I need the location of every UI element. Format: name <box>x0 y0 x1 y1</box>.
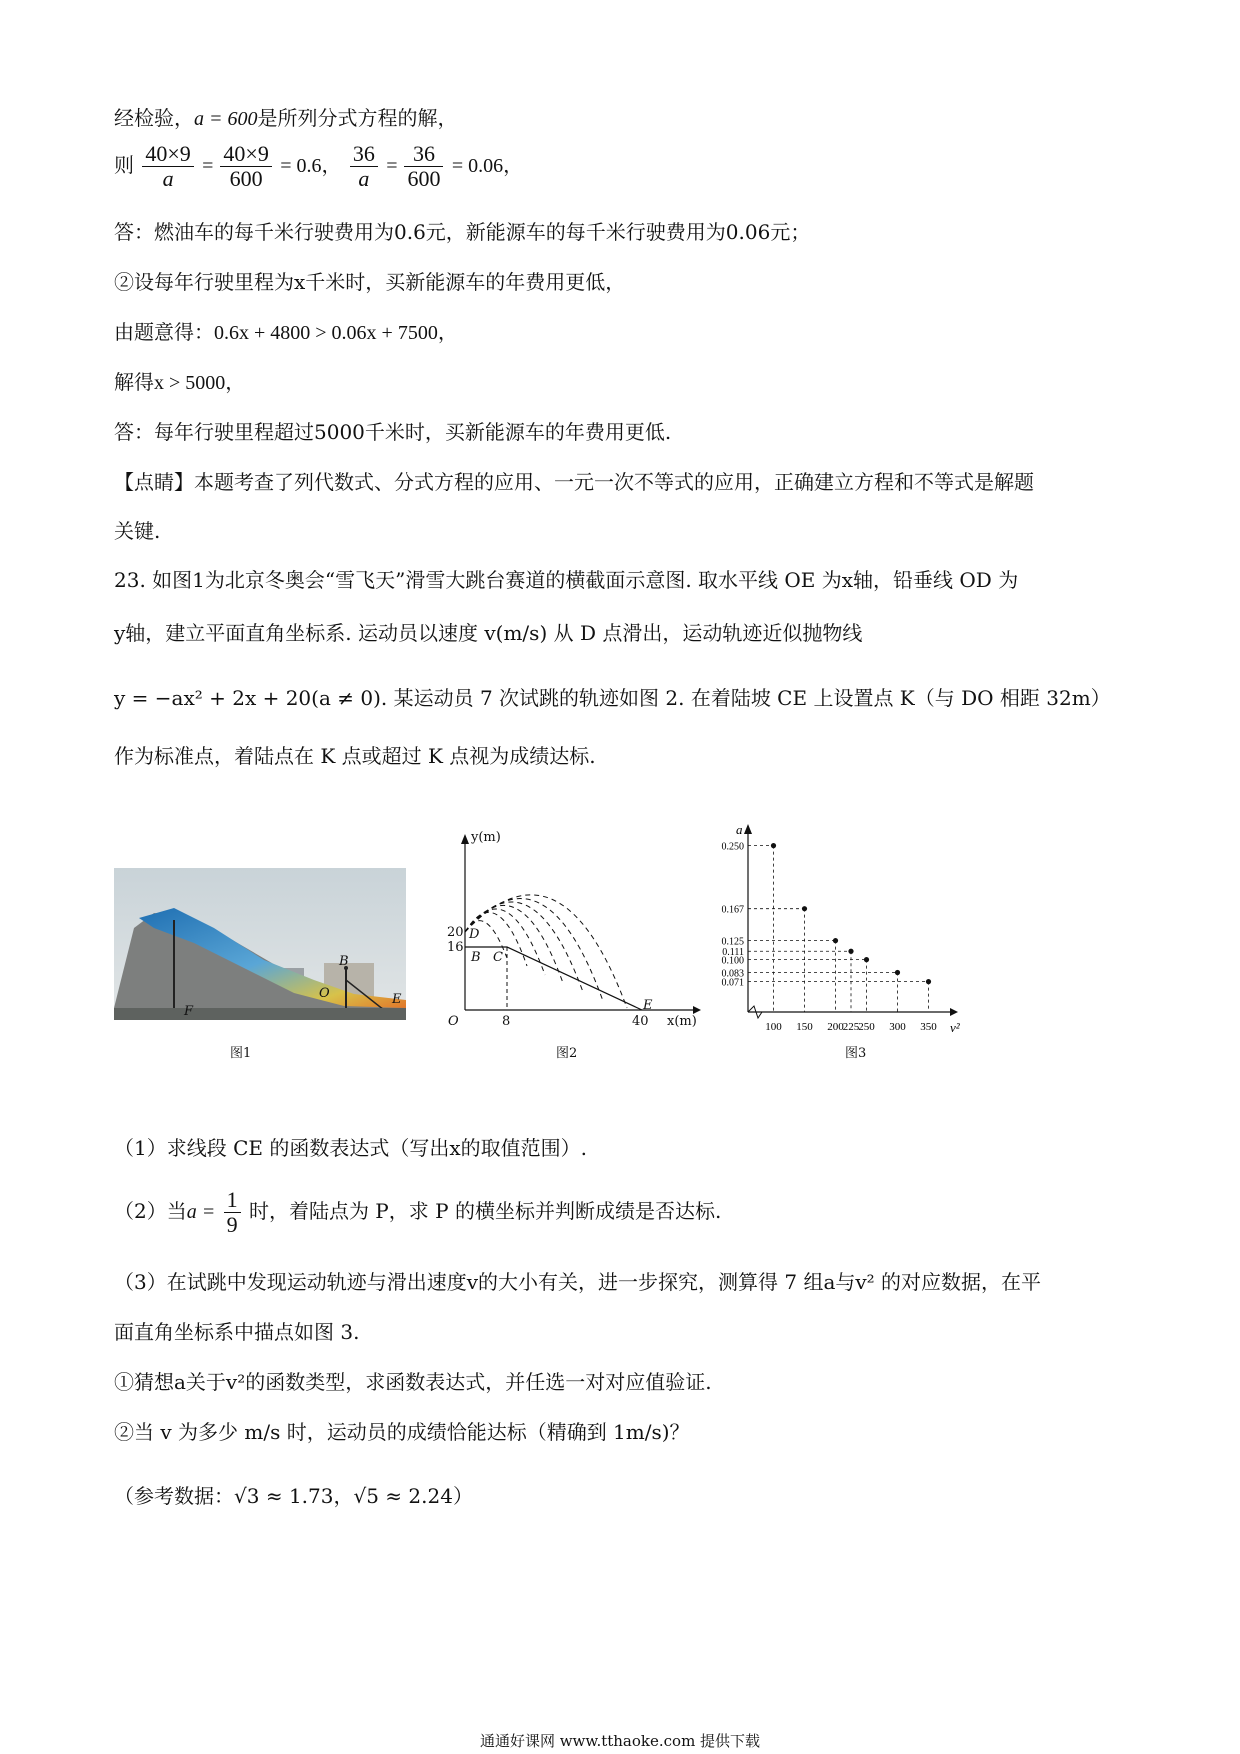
problem-23-line-4: 作为标准点，着陆点在 K 点或超过 K 点视为成绩达标. <box>114 744 596 768</box>
fig2-tick-20: 20 <box>447 925 464 940</box>
y-tick-label: 0.250 <box>721 841 744 853</box>
x-tick-label: 300 <box>889 1021 906 1033</box>
figure-1-photo <box>114 868 406 1020</box>
y-tick-label: 0.125 <box>721 936 744 948</box>
question-3-sub-2: ②当 v 为多少 m/s 时，运动员的成绩恰能达标（精确到 1m/s)？ <box>114 1420 690 1444</box>
problem-23-line-2: y轴，建立平面直角坐标系. 运动员以速度 v(m/s) 从 D 点滑出，运动轨迹近似抛物线 <box>114 621 863 645</box>
text-line-3: 答：燃油车的每千米行驶费用为0.6元，新能源车的每千米行驶费用为0.06元； <box>114 220 811 244</box>
y-tick-label: 0.100 <box>721 955 744 967</box>
x-tick-label: 250 <box>858 1021 875 1033</box>
y-tick-label: 0.071 <box>721 977 744 989</box>
question-1: （1）求线段 CE 的函数表达式（写出x的取值范围）. <box>114 1136 587 1160</box>
question-3-line-1: （3）在试跳中发现运动轨迹与滑出速度v的大小有关，进一步探究，测算得 7 组a与v² 的对应数据，在平 <box>114 1270 1042 1294</box>
problem-23-line-3: y = −ax² + 2x + 20(a ≠ 0). 某运动员 7 次试跳的轨迹如图 2. 在着陆坡 CE 上设置点 K（与 DO 相距 32m） <box>114 686 1111 710</box>
data-point <box>895 970 900 975</box>
fraction: $\frac{40\times 9}{600}$ <box>220 142 271 191</box>
fig1-label-B: B <box>339 954 349 969</box>
fig3-y-axis-label: a <box>736 822 743 837</box>
data-point <box>802 906 807 911</box>
fig1-label-F: F <box>184 1004 194 1019</box>
figure-1-caption: 图1 <box>230 1046 252 1061</box>
text-line-5: 由题意得：0.6x + 4800 > 0.06x + 7500， <box>114 320 458 344</box>
fig2-label-D: D <box>469 927 480 942</box>
text-line-6: 解得x > 5000， <box>114 370 246 394</box>
x-tick-label: 350 <box>920 1021 937 1033</box>
scatter-chart <box>710 820 970 1060</box>
x-tick-label: 150 <box>796 1021 813 1033</box>
fig3-x-axis-label: v² <box>950 1020 960 1035</box>
y-tick-label: 0.167 <box>721 904 744 916</box>
text-line-8: 【点睛】本题考查了列代数式、分式方程的应用、一元一次不等式的应用，正确建立方程和不等式是解题 <box>114 470 1034 494</box>
y-tick-label: 0.083 <box>721 968 744 980</box>
text-line-9: 关键. <box>114 519 161 543</box>
fig2-y-axis-label: y(m) <box>471 830 501 845</box>
question-3-sub-1: ①猜想a关于v²的函数类型，求函数表达式，并任选一对对应值验证. <box>114 1370 712 1394</box>
fraction: $\frac{1}{9}$ <box>224 1188 241 1237</box>
text-line-7: 答：每年行驶里程超过5000千米时，买新能源车的年费用更低. <box>114 420 672 444</box>
question-3-line-2: 面直角坐标系中描点如图 3. <box>114 1320 360 1344</box>
fraction: $\frac{36}{a}$ <box>350 142 378 191</box>
text-line-1: 经检验，a = 600是所列分式方程的解， <box>114 106 458 130</box>
fig2-tick-8: 8 <box>502 1014 511 1029</box>
x-tick-label: 225 <box>842 1021 860 1033</box>
fig2-label-C: C <box>493 950 503 965</box>
footer: 通通好课网 www.tthaoke.com 提供下载 <box>479 1732 761 1750</box>
text-line-2: 则 $\frac{40\times 9}{a}$ = $\frac{40\times 9}{600}$ = 0.6， $\frac{36}{a}$ = $\frac{36}{600}$ = 0.06， <box>114 141 524 191</box>
fig2-label-E: E <box>643 998 653 1013</box>
figure-3-caption: 图3 <box>845 1046 867 1061</box>
fig2-tick-40: 40 <box>632 1014 649 1029</box>
data-point <box>833 938 838 943</box>
x-tick-label: 100 <box>765 1021 782 1033</box>
text-line-4: ②设每年行驶里程为x千米时，买新能源车的年费用更低， <box>114 270 626 294</box>
trajectory-diagram <box>445 830 705 1040</box>
reference-data: （参考数据：√3 ≈ 1.73，√5 ≈ 2.24） <box>114 1484 473 1508</box>
question-2: （2）当a = $\frac{1}{9}$ 时，着陆点为 P，求 P 的横坐标并判断成绩是否达标. <box>114 1187 722 1237</box>
fraction: $\frac{40\times 9}{a}$ <box>142 142 193 191</box>
fig2-label-B: B <box>471 950 481 965</box>
figure-3-chart <box>710 820 970 1060</box>
fraction: $\frac{36}{600}$ <box>404 142 443 191</box>
fig1-label-E: E <box>392 992 402 1007</box>
data-point <box>926 979 931 984</box>
y-tick-label: 0.111 <box>722 947 744 959</box>
x-tick-label: 200 <box>827 1021 844 1033</box>
data-point <box>864 957 869 962</box>
fig2-x-axis-label: x(m) <box>667 1014 697 1029</box>
figure-2-caption: 图2 <box>556 1046 578 1061</box>
ski-jump-illustration <box>114 868 406 1020</box>
figure-2-diagram <box>445 830 705 1040</box>
fig2-label-O: O <box>448 1014 459 1029</box>
data-point <box>771 843 776 848</box>
fig1-label-O: O <box>319 986 330 1001</box>
problem-23-line-1: 23. 如图1为北京冬奥会“雪飞天”滑雪大跳台赛道的横截面示意图. 取水平线 OE 为x轴，铅垂线 OD 为 <box>114 568 1019 592</box>
data-point <box>848 949 853 954</box>
fig2-tick-16: 16 <box>447 940 464 955</box>
